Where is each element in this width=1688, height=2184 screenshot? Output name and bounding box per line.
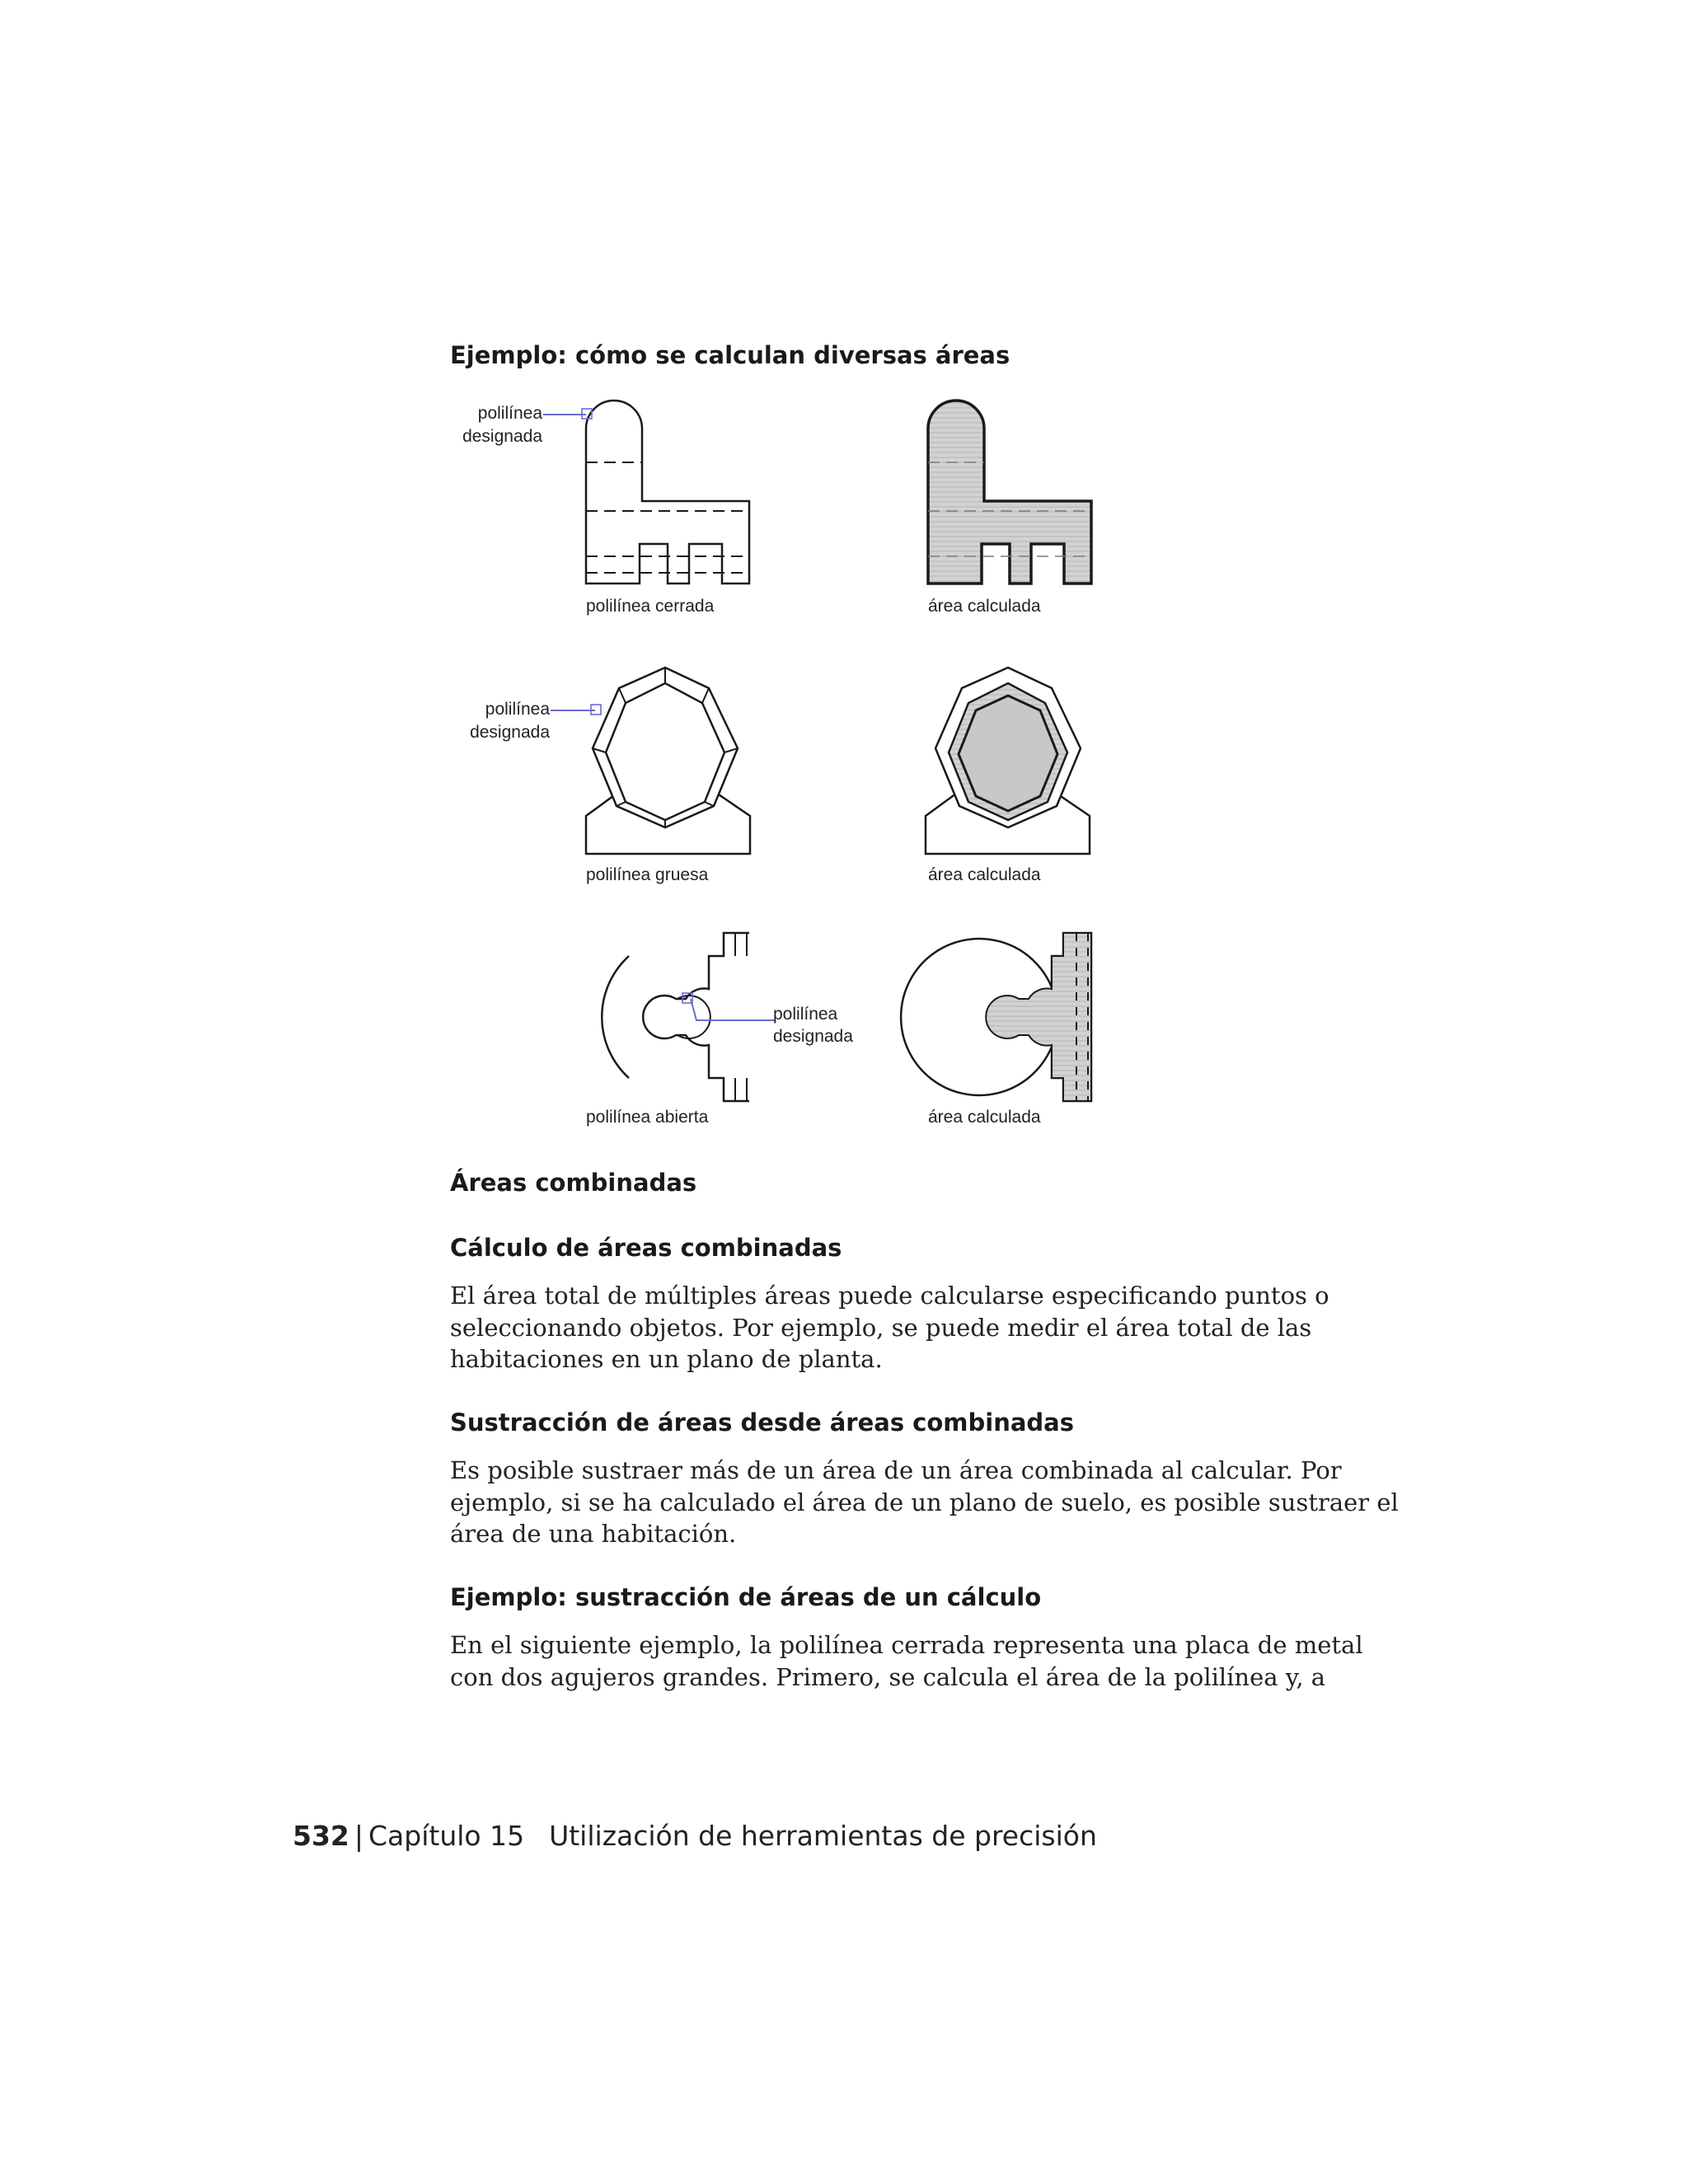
page-number: 532 <box>293 1820 349 1852</box>
calculated-area-shape-2 <box>926 668 1090 854</box>
wide-polyline-shape <box>586 668 750 854</box>
callout-label: designada <box>470 723 550 742</box>
paragraph-example-subtract: En el siguiente ejemplo, la polilínea cerrada representa una placa de metal con dos agujeros grandes. Primero, se calcula el área de la polilínea y, a <box>450 1631 1363 1691</box>
heading-example-subtract: Ejemplo: sustracción de áreas de un cálculo <box>450 1583 1042 1611</box>
caption-wide-polyline: polilínea gruesa <box>586 865 709 884</box>
footer-chapter: Capítulo 15 <box>368 1820 525 1852</box>
calculated-area-shape-3 <box>901 933 1091 1101</box>
footer-chapter-title: Utilización de herramientas de precisión <box>549 1820 1097 1852</box>
heading-calc-combined: Cálculo de áreas combinadas <box>450 1234 842 1262</box>
callout-label: designada <box>462 427 542 446</box>
footer-separator: | <box>354 1820 364 1852</box>
callout-open-polyline <box>682 993 853 1046</box>
figure-title: Ejemplo: cómo se calculan diversas áreas <box>450 341 1010 369</box>
caption-calculated-area-1: área calculada <box>928 597 1041 616</box>
page-footer <box>293 1820 1097 1852</box>
paragraph-calc-combined: El área total de múltiples áreas puede calcularse especificando puntos o seleccionando objetos. Por ejemplo, se puede medir el área total de las habitaciones en un plano de planta. <box>450 1282 1329 1373</box>
calculated-area-shape-1 <box>928 401 1091 583</box>
area-examples-figure <box>445 387 1129 1146</box>
caption-open-polyline: polilínea abierta <box>586 1108 709 1127</box>
heading-subtract-combined: Sustracción de áreas desde áreas combinadas <box>450 1408 1075 1436</box>
closed-polyline-shape <box>586 401 749 583</box>
caption-calculated-area-2: área calculada <box>928 865 1041 884</box>
open-polyline-shape <box>602 933 749 1101</box>
callout-label: polilínea <box>477 404 542 423</box>
callout-label: designada <box>773 1027 853 1046</box>
callout-label: polilínea <box>773 1005 838 1024</box>
callout-closed-polyline <box>462 404 592 446</box>
caption-calculated-area-3: área calculada <box>928 1108 1041 1127</box>
callout-label: polilínea <box>485 700 550 719</box>
paragraph-subtract-combined: Es posible sustraer más de un área de un área combinada al calcular. Por ejemplo, si se ha calculado el área de un plano de suelo, es posible sustraer el área de una habitación. <box>450 1456 1399 1548</box>
caption-closed-polyline: polilínea cerrada <box>586 597 715 616</box>
callout-wide-polyline <box>470 700 601 742</box>
heading-combined-areas: Áreas combinadas <box>450 1169 697 1197</box>
